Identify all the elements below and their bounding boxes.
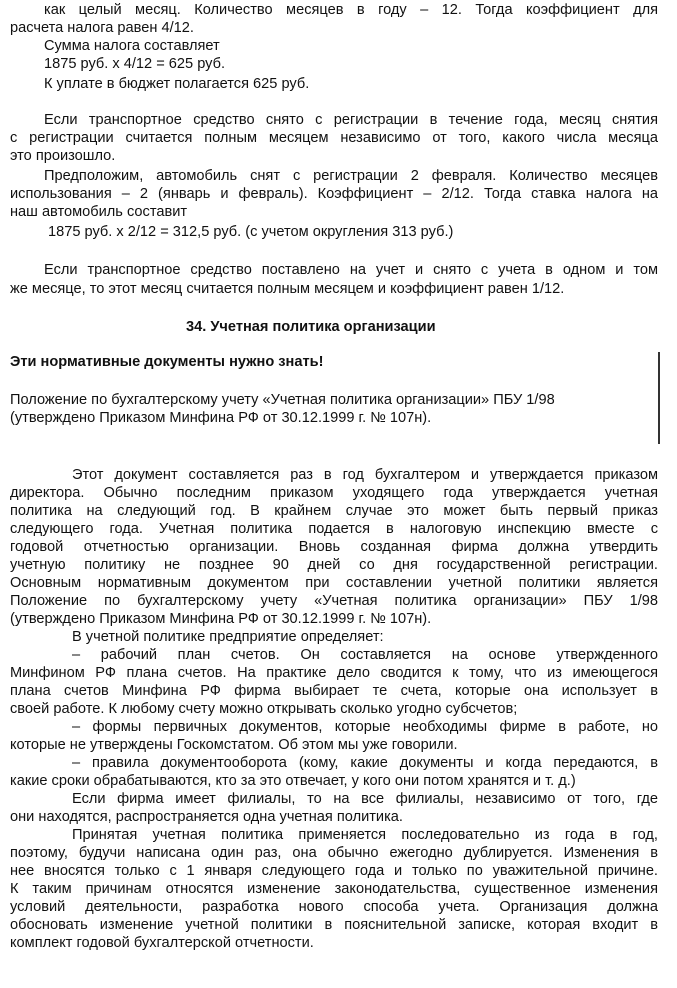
body-line: Принятая учетная политика применяется последовательно из года в год, bbox=[72, 827, 658, 843]
body-line: своей работе. К любому счету можно открывать сколько угодно субсчетов; bbox=[10, 701, 518, 717]
text-line: Если транспортное средство снято с регистрации в течение года, месяц снятия bbox=[44, 112, 658, 128]
reference-line: Положение по бухгалтерскому учету «Учетная политика организации» ПБУ 1/98 bbox=[10, 392, 555, 408]
body-line: – рабочий план счетов. Он составляется на основе утвержденного bbox=[72, 647, 658, 663]
body-line: директора. Обычно последним приказом уходящего года утверждается учетная bbox=[10, 485, 658, 501]
text-line: 1875 руб. х 2/12 = 312,5 руб. (с учетом округления 313 руб.) bbox=[48, 224, 454, 240]
section-title: 34. Учетная политика организации bbox=[186, 319, 436, 335]
body-line: какие сроки обрабатываются, кто за это отвечает, у кого они потом хранятся и т. д.) bbox=[10, 773, 576, 789]
text-line: Предположим, автомобиль снят с регистрации 2 февраля. Количество месяцев bbox=[44, 168, 658, 184]
body-line: годовой отчетностью организации. Вновь созданная фирма должна утвердить bbox=[10, 539, 658, 555]
text-line: же месяце, то этот месяц считается полным месяцем и коэффициент равен 1/12. bbox=[10, 281, 565, 297]
text-line: использования – 2 (январь и февраль). Коэффициент – 2/12. Тогда ставка налога на bbox=[10, 186, 658, 202]
text-line: наш автомобиль составит bbox=[10, 204, 188, 220]
body-line: Основным нормативным документом при составлении учетной политики является bbox=[10, 575, 658, 591]
body-line: – формы первичных документов, которые необходимы фирме в работе, но bbox=[72, 719, 658, 735]
body-line: Минфином РФ плана счетов. На практике дело сводится к тому, что из имеющегося bbox=[10, 665, 658, 681]
body-line: которые не утверждены Госкомстатом. Об этом мы уже говорили. bbox=[10, 737, 458, 753]
text-line: это произошло. bbox=[10, 148, 116, 164]
text-line: расчета налога равен 4/12. bbox=[10, 20, 194, 36]
body-line: нее вносятся только с 1 января следующего года и только по уважительной причине. bbox=[10, 863, 658, 879]
body-line: Если фирма имеет филиалы, то на все филиалы, независимо от того, где bbox=[72, 791, 658, 807]
body-line: условий деятельности, разработка нового способа учета. Организация должна bbox=[10, 899, 658, 915]
body-line: комплект годовой бухгалтерской отчетности. bbox=[10, 935, 314, 951]
text-line: К уплате в бюджет полагается 625 руб. bbox=[44, 76, 310, 92]
vertical-rule bbox=[658, 352, 660, 444]
body-line: обосновать изменение учетной политики в пояснительной записке, которая входит в bbox=[10, 917, 658, 933]
body-line: следующего года. Учетная политика подается в налоговую инспекцию вместе с bbox=[10, 521, 658, 537]
body-line: Этот документ составляется раз в год бухгалтером и утверждается приказом bbox=[72, 467, 658, 483]
body-line: учетную политику не позднее 90 дней со дня государственной регистрации. bbox=[10, 557, 658, 573]
body-line: они находятся, распространяется одна учетная политика. bbox=[10, 809, 403, 825]
body-line: К таким причинам относятся изменение законодательства, существенное изменения bbox=[10, 881, 658, 897]
body-line: поэтому, будучи написана один раз, она обычно ежегодно дублируется. Изменения в bbox=[10, 845, 658, 861]
body-line: Положение по бухгалтерскому учету «Учетная политика организации» ПБУ 1/98 bbox=[10, 593, 658, 609]
body-line: В учетной политике предприятие определяет: bbox=[72, 629, 384, 645]
text-line: 1875 руб. х 4/12 = 625 руб. bbox=[44, 56, 226, 72]
text-line: Сумма налога составляет bbox=[44, 38, 220, 54]
section-subtitle: Эти нормативные документы нужно знать! bbox=[10, 354, 324, 370]
body-line: плана счетов Минфина РФ фирма выбирает те счета, которые она использует в bbox=[10, 683, 658, 699]
body-line: (утверждено Приказом Минфина РФ от 30.12.1999 г. № 107н). bbox=[10, 611, 432, 627]
reference-line: (утверждено Приказом Минфина РФ от 30.12.1999 г. № 107н). bbox=[10, 410, 432, 426]
text-line: с регистрации считается полным месяцем независимо от того, какого числа месяца bbox=[10, 130, 658, 146]
text-line: Если транспортное средство поставлено на учет и снято с учета в одном и том bbox=[44, 262, 658, 278]
body-line: – правила документооборота (кому, какие документы и когда передаются, в bbox=[72, 755, 658, 771]
text-line: как целый месяц. Количество месяцев в году – 12. Тогда коэффициент для bbox=[44, 2, 658, 18]
body-line: политика на следующий год. В крайнем случае это может быть первый приказ bbox=[10, 503, 658, 519]
